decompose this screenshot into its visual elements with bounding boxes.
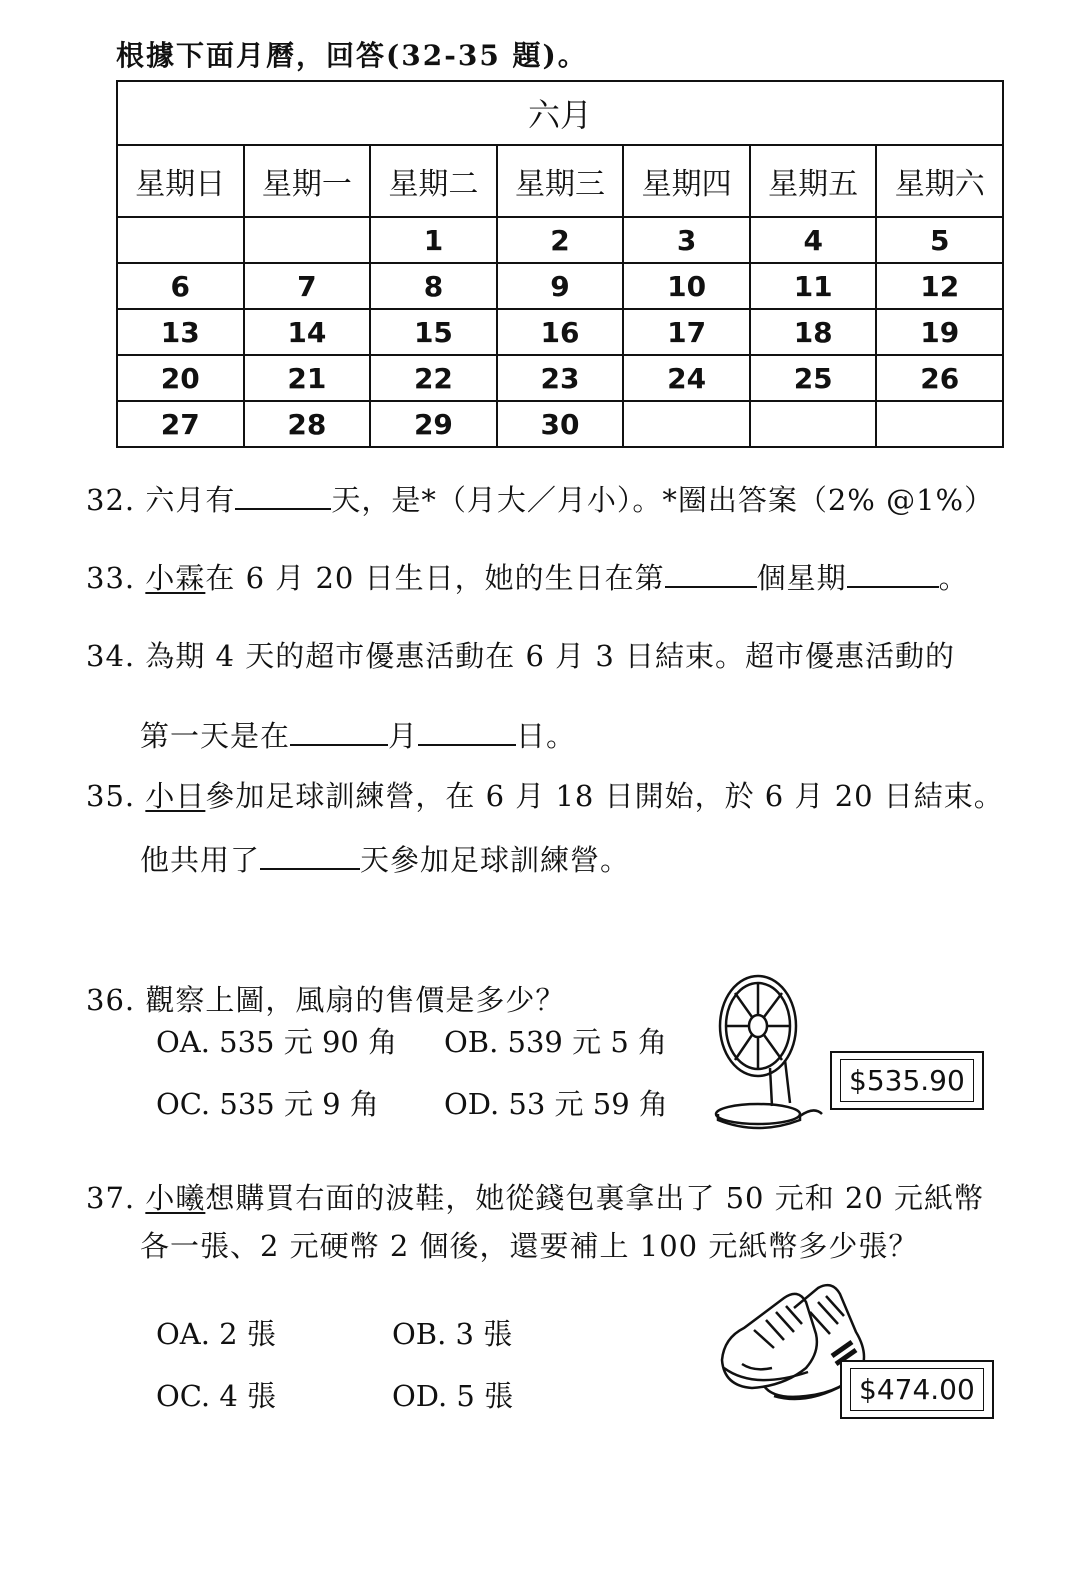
q33-text-a: 在 6 月 20 日生日，她的生日在第 (205, 561, 665, 595)
q35-blank[interactable] (260, 842, 360, 870)
weekday-tue: 星期二 (371, 146, 498, 216)
q32-text-b: 天，是*（月大／月小）。*圈出答案（2% @1%） (331, 483, 995, 517)
q35-line1: 參加足球訓練營，在 6 月 18 日開始，於 6 月 20 日結束。 (205, 779, 1004, 813)
weekday-wed: 星期三 (498, 146, 625, 216)
q37-option-c-label: C. 4 張 (179, 1379, 277, 1413)
q37-line2-text: 各一張、2 元硬幣 2 個後，還要補上 100 元紙幣多少張？ (140, 1229, 919, 1263)
q37-option-c[interactable] (156, 1374, 276, 1415)
q37-number: 37. (86, 1181, 136, 1215)
calendar-day-cell: 8 (371, 264, 498, 308)
calendar-day-cell: 10 (624, 264, 751, 308)
calendar-day-cell: 4 (751, 218, 878, 262)
calendar-body (118, 218, 1002, 446)
instructions-title: 根據下面月曆，回答(32-35 題)。 (116, 39, 588, 72)
q36-option-c[interactable] (156, 1082, 379, 1123)
q36-text: 觀察上圖，風扇的售價是多少？ (145, 983, 566, 1017)
q33-blank-week[interactable] (665, 560, 757, 588)
calendar-empty-cell (751, 402, 878, 446)
fan-price: $535.90 (840, 1059, 974, 1102)
calendar-day-cell: 9 (498, 264, 625, 308)
q34-text-c: 日。 (516, 719, 577, 753)
q36-option-d[interactable] (444, 1082, 668, 1123)
q36-option-b-label: B. 539 元 5 角 (467, 1025, 667, 1059)
calendar-week-row (118, 310, 1002, 356)
q33-name: 小霖 (145, 561, 206, 595)
q36-option-a-label: A. 535 元 90 角 (179, 1025, 398, 1059)
q37-option-d[interactable] (392, 1374, 513, 1415)
q33-blank-day[interactable] (847, 560, 939, 588)
q34-line1: 為期 4 天的超市優惠活動在 6 月 3 日結束。超市優惠活動的 (145, 639, 956, 673)
calendar-day-cell: 21 (245, 356, 372, 400)
calendar-empty-cell (245, 218, 372, 262)
radio-icon: O (444, 1087, 468, 1121)
calendar-day-cell: 27 (118, 402, 245, 446)
question-37-line2 (140, 1224, 918, 1265)
calendar-day-cell: 25 (751, 356, 878, 400)
q34-text-b: 月 (388, 719, 419, 753)
q34-number: 34. (86, 639, 136, 673)
q36-option-d-label: D. 53 元 59 角 (467, 1087, 668, 1121)
radio-icon: O (156, 1025, 180, 1059)
june-calendar (116, 80, 1004, 448)
calendar-day-cell: 16 (498, 310, 625, 354)
calendar-month: 六月 (118, 82, 1002, 146)
calendar-day-cell: 13 (118, 310, 245, 354)
weekday-fri: 星期五 (751, 146, 878, 216)
calendar-day-cell: 29 (371, 402, 498, 446)
calendar-day-cell: 11 (751, 264, 878, 308)
calendar-week-row (118, 264, 1002, 310)
radio-icon: O (392, 1317, 416, 1351)
calendar-empty-cell (118, 218, 245, 262)
calendar-empty-cell (624, 402, 751, 446)
calendar-day-cell: 26 (920, 361, 960, 395)
calendar-day-cell: 23 (498, 356, 625, 400)
question-33 (86, 556, 969, 597)
q37-line1: 想購買右面的波鞋，她從錢包裏拿出了 50 元和 20 元紙幣 (205, 1181, 985, 1215)
q36-number: 36. (86, 983, 136, 1017)
radio-icon: O (156, 1317, 180, 1351)
calendar-day-cell: 6 (118, 264, 245, 308)
calendar-weekday-row (118, 146, 1002, 218)
q37-option-a[interactable] (156, 1312, 276, 1353)
calendar-day-cell: 1 (371, 218, 498, 262)
question-34 (86, 634, 955, 675)
question-32 (86, 478, 994, 519)
calendar-day-cell: 19 (920, 315, 960, 349)
calendar-day-cell: 28 (245, 402, 372, 446)
q37-option-d-label: D. 5 張 (415, 1379, 514, 1413)
weekday-sun: 星期日 (118, 146, 245, 216)
weekday-sat: 星期六 (894, 167, 985, 202)
q33-text-c: 。 (938, 561, 969, 595)
question-34-line2 (140, 714, 576, 755)
q34-blank-day[interactable] (418, 718, 516, 746)
q36-option-c-label: C. 535 元 9 角 (179, 1087, 379, 1121)
q35-name: 小日 (145, 779, 206, 813)
calendar-day-cell: 7 (245, 264, 372, 308)
q35-text-b: 天參加足球訓練營。 (360, 843, 631, 877)
q33-number: 33. (86, 561, 136, 595)
calendar-day-cell: 14 (245, 310, 372, 354)
radio-icon: O (156, 1379, 180, 1413)
q36-option-a[interactable] (156, 1020, 397, 1061)
q32-number: 32. (86, 483, 136, 517)
q35-number: 35. (86, 779, 136, 813)
q32-blank[interactable] (235, 482, 331, 510)
question-36 (86, 978, 565, 1019)
q37-option-b-label: B. 3 張 (415, 1317, 513, 1351)
radio-icon: O (156, 1087, 180, 1121)
calendar-day-cell: 12 (920, 269, 960, 303)
q33-text-b: 個星期 (756, 561, 847, 595)
calendar-week-row (118, 218, 1002, 264)
calendar-day-cell: 24 (624, 356, 751, 400)
question-35-line2 (140, 838, 630, 879)
calendar-day-cell: 15 (371, 310, 498, 354)
fan-price-tag (830, 1051, 984, 1110)
radio-icon: O (444, 1025, 468, 1059)
question-37 (86, 1176, 984, 1217)
calendar-day-cell: 22 (371, 356, 498, 400)
q34-blank-month[interactable] (290, 718, 388, 746)
fan-icon (710, 968, 830, 1133)
q37-option-b[interactable] (392, 1312, 512, 1353)
q36-option-b[interactable] (444, 1020, 667, 1061)
q34-text-a: 第一天是在 (140, 719, 291, 753)
calendar-day-cell: 2 (498, 218, 625, 262)
sneakers-price: $474.00 (850, 1368, 984, 1411)
calendar-day-cell: 20 (118, 356, 245, 400)
q37-option-a-label: A. 2 張 (179, 1317, 276, 1351)
question-35 (86, 774, 1004, 815)
calendar-day-cell: 5 (930, 223, 950, 257)
radio-icon: O (392, 1379, 416, 1413)
calendar-day-cell: 17 (624, 310, 751, 354)
weekday-mon: 星期一 (245, 146, 372, 216)
calendar-day-cell: 3 (624, 218, 751, 262)
calendar-week-row (118, 356, 1002, 402)
calendar-empty-cell (877, 402, 1002, 446)
q37-name: 小曦 (145, 1181, 206, 1215)
calendar-day-cell: 18 (751, 310, 878, 354)
q35-text-a: 他共用了 (140, 843, 261, 877)
calendar-day-cell: 30 (498, 402, 625, 446)
q32-text-a: 六月有 (145, 483, 236, 517)
weekday-thu: 星期四 (624, 146, 751, 216)
sneakers-price-tag (840, 1360, 994, 1419)
calendar-week-row (118, 402, 1002, 446)
